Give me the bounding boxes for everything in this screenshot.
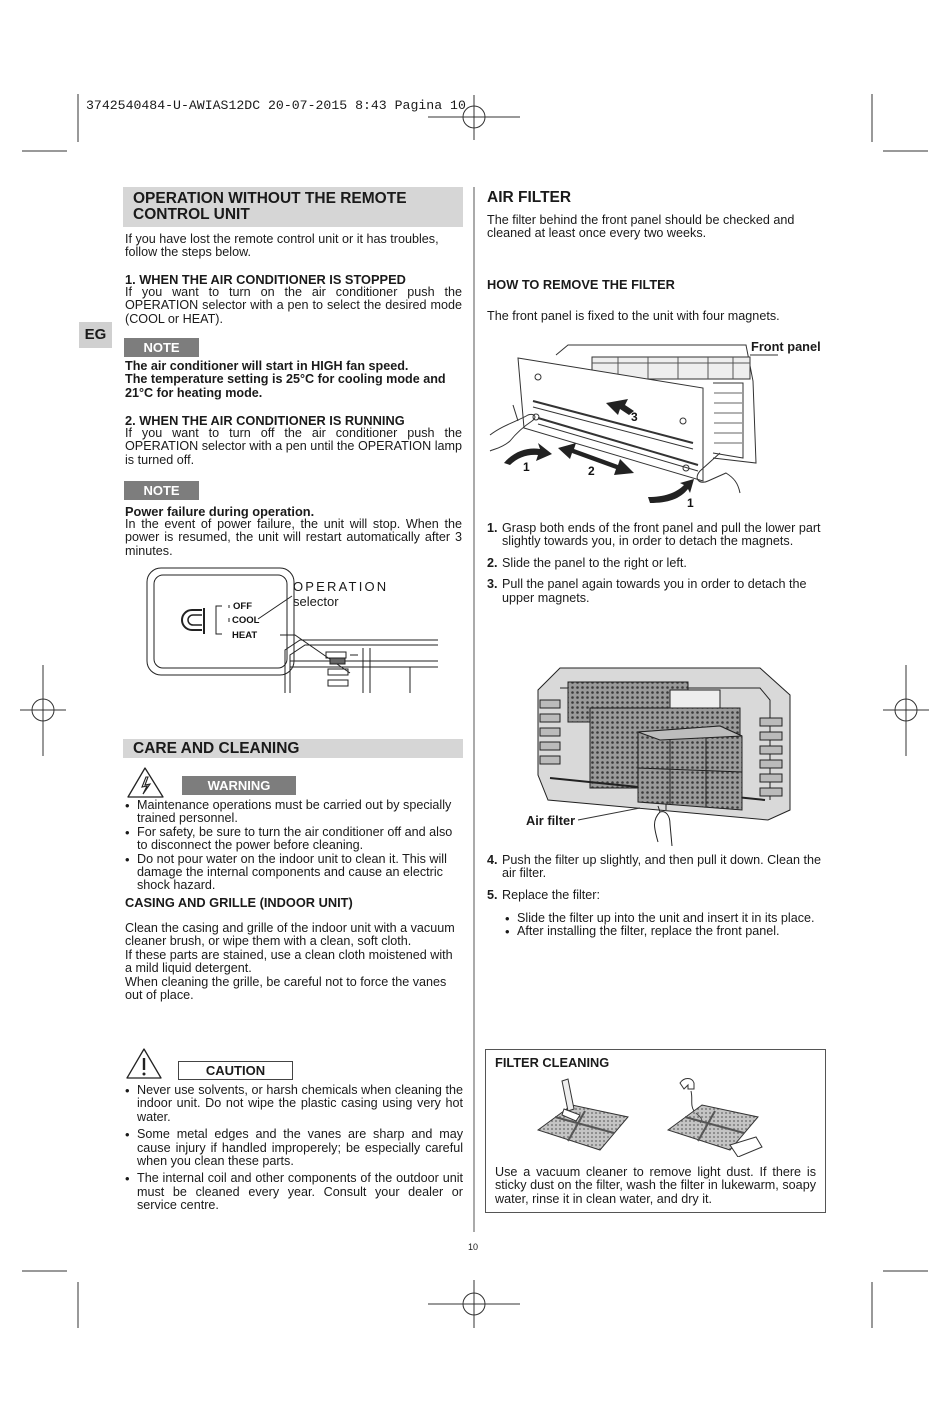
step-num-1a: 1 — [523, 460, 530, 474]
air-filter-label: Air filter — [526, 813, 576, 828]
casing-text — [125, 922, 463, 1002]
note-1-line-2: The temperature setting is 25°C for cooling mode and 21°C for heating mode. — [125, 372, 446, 400]
remove-step: 1. Grasp both ends of the front panel and pull the lower part slightly towards you, in order to detach the magnets. — [487, 521, 821, 549]
clean-step: 4. Push the filter up slightly, and then pull it down. Clean the air filter. — [487, 853, 822, 881]
casing-paragraph: Clean the casing and grille of the indoor unit with a vacuum cleaner brush, or wipe them with a clean, soft cloth. — [125, 921, 455, 949]
clean-steps-list — [487, 854, 827, 902]
note-1-line-1: The air conditioner will start in HIGH fan speed. — [125, 359, 409, 373]
caution-item: • Never use solvents, or harsh chemicals when cleaning the indoor unit. Do not wipe the plastic casing using very hot water. — [125, 1084, 463, 1124]
air-filter-intro: The filter behind the front panel should be checked and cleaned at least once every two weeks. — [487, 213, 795, 241]
electric-hazard-icon — [126, 766, 166, 800]
step2-text: If you want to turn off the air conditioner push the OPERATION selector with a pen until the OPERATION lamp is turned off. — [125, 426, 462, 467]
mode-heat: HEAT — [232, 630, 258, 641]
operation-intro: If you have lost the remote control unit or it has troubles, follow the steps below. — [125, 232, 439, 260]
washing-illustration — [660, 1075, 770, 1157]
front-panel-label: Front panel — [751, 339, 821, 354]
section-title-care: CARE AND CLEANING — [123, 739, 463, 758]
caution-list — [125, 1084, 463, 1213]
caution-item: • The internal coil and other components of the outdoor unit must be cleaned every year. Consult your dealer or service centre. — [125, 1172, 463, 1212]
print-header: 3742540484-U-AWIAS12DC 20-07-2015 8:43 Pagina 10 — [86, 98, 466, 113]
section-title-operation: OPERATION WITHOUT THE REMOTE CONTROL UNIT — [123, 187, 463, 227]
vacuum-cleaning-illustration — [530, 1075, 640, 1157]
note-label-1: NOTE — [124, 338, 199, 357]
operation-selector-figure — [140, 565, 442, 695]
warning-label: WARNING — [182, 776, 296, 795]
filter-cleaning-title: FILTER CLEANING — [495, 1055, 610, 1070]
casing-paragraph: If these parts are stained, use a clean cloth moistened with a mild liquid detergent. — [125, 947, 453, 976]
language-tab: EG — [79, 322, 112, 348]
remove-filter-title: HOW TO REMOVE THE FILTER — [487, 277, 675, 292]
front-panel-figure — [488, 333, 828, 518]
remove-step: 2. Slide the panel to the right or left. — [487, 555, 687, 570]
mode-cool: COOL — [232, 615, 260, 626]
remove-filter-intro: The front panel is fixed to the unit with four magnets. — [487, 309, 780, 323]
air-filter-title: AIR FILTER — [487, 189, 572, 206]
caution-item: • Some metal edges and the vanes are sharp and may cause injury if handled improperely; be especially careful when you clean these parts. — [125, 1128, 463, 1168]
warning-item: • Maintenance operations must be carried out by specially trained personnel. — [125, 799, 463, 826]
step-num-1b: 1 — [687, 496, 694, 510]
replace-filter-list — [505, 912, 835, 939]
casing-title: CASING AND GRILLE (INDOOR UNIT) — [125, 895, 353, 910]
note-label-2: NOTE — [124, 481, 199, 500]
note-1 — [125, 360, 465, 400]
step1-title: 1. WHEN THE AIR CONDITIONER IS STOPPED — [125, 272, 406, 287]
step1-text: If you want to turn on the air conditioner push the OPERATION selector with a pen to select the desired mode (COOL or HEAT). — [125, 285, 462, 326]
mode-off: OFF — [233, 601, 252, 612]
caution-label: CAUTION — [178, 1061, 293, 1080]
note-2-title: Power failure during operation. — [125, 504, 315, 519]
step2-title: 2. WHEN THE AIR CONDITIONER IS RUNNING — [125, 413, 405, 428]
warning-item: • Do not pour water on the indoor unit to clean it. This will damage the internal components and cause an electric shock hazard. — [125, 853, 463, 893]
selector-caption-line1: OPERATION — [293, 579, 389, 594]
warning-item: • For safety, be sure to turn the air conditioner off and also to disconnect the power before cleaning. — [125, 826, 463, 853]
remove-step: 3. Pull the panel again towards you in order to detach the upper magnets. — [487, 577, 807, 605]
note-2-text: In the event of power failure, the unit will stop. When the power is resumed, the unit will restart automatically after 3 minutes. — [125, 517, 462, 558]
remove-steps-list — [487, 522, 827, 605]
page-number: 10 — [468, 1242, 479, 1252]
step-num-2: 2 — [588, 464, 595, 478]
caution-icon — [125, 1047, 163, 1081]
replace-item: • Slide the filter up into the unit and insert it in its place. — [505, 912, 835, 925]
step-num-3: 3 — [631, 410, 638, 424]
selector-caption-line2: selector — [293, 594, 339, 609]
clean-step: 5. Replace the filter: — [487, 887, 601, 902]
replace-item: • After installing the filter, replace the front panel. — [505, 925, 835, 938]
warning-list — [125, 799, 463, 893]
filter-cleaning-text: Use a vacuum cleaner to remove light dust. If there is sticky dust on the filter, wash the filter in lukewarm, soapy water, rinse it in clean water, and dry it. — [495, 1165, 816, 1206]
casing-paragraph: When cleaning the grille, be careful not to force the vanes out of place. — [125, 974, 447, 1003]
